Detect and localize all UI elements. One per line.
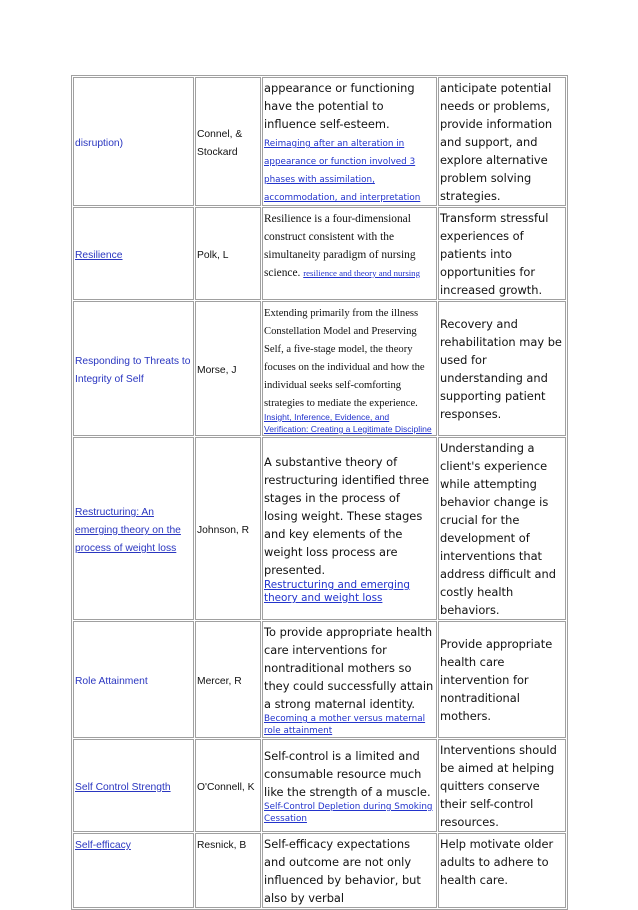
- author-name: Johnson, R: [197, 525, 250, 536]
- nursing-application: Transform stressful experiences of patients into opportunities for increased growth.: [440, 211, 549, 297]
- description-cell: [262, 621, 437, 738]
- theory-name-link[interactable]: Resilience: [75, 250, 123, 261]
- table-row: [73, 833, 566, 908]
- description-cell: [262, 77, 437, 206]
- theory-description: A substantive theory of restructuring identified three stages in the process of losing weight. These stages and key elements of the weight loss process are presented.: [264, 455, 430, 577]
- application-cell: [438, 739, 566, 832]
- author-cell: [195, 739, 261, 832]
- theory-name-cell: [73, 77, 194, 206]
- theory-name-cell: [73, 621, 194, 738]
- description-cell: [262, 301, 437, 436]
- reference-link[interactable]: resilience and theory and nursing: [303, 268, 420, 278]
- theory-description: Resilience is a four-dimensional construct consistent with the simultaneity paradigm of nursing science.: [264, 213, 416, 279]
- theory-table: [71, 75, 568, 910]
- description-cell: [262, 437, 437, 620]
- theory-name-link[interactable]: Restructuring: An emerging theory on the process of weight loss: [75, 507, 181, 554]
- author-cell: [195, 77, 261, 206]
- nursing-application: Recovery and rehabilitation may be used for understanding and supporting patient responses.: [440, 317, 562, 421]
- reference-link[interactable]: Reimaging after an alteration in appearance or function involved 3 phases with assimilation, accommodation, and interpretation: [264, 139, 421, 203]
- table-row: [73, 437, 566, 620]
- theory-name: disruption): [75, 138, 124, 149]
- theory-description: appearance or functioning have the potential to influence self-esteem.: [264, 81, 415, 131]
- author-name: O'Connell, K: [197, 782, 255, 793]
- nursing-application: Understanding a client's experience while attempting behavior change is crucial for the development of interventions that address difficult and costly health behaviors.: [440, 441, 556, 617]
- table-row: [73, 301, 566, 436]
- reference-link[interactable]: Self-Control Depletion during Smoking Cessation: [264, 802, 433, 824]
- author-name: Mercer, R: [197, 676, 242, 687]
- theory-description: To provide appropriate health care interventions for nontraditional mothers so they could successfully attain a strong maternal identity.: [264, 625, 434, 711]
- table-row: [73, 621, 566, 738]
- nursing-application: Provide appropriate health care intervention for nontraditional mothers.: [440, 637, 553, 723]
- author-cell: [195, 301, 261, 436]
- nursing-application: Interventions should be aimed at helping quitters conserve their self-control resources.: [440, 743, 557, 829]
- theory-description: Self-efficacy expectations and outcome are not only influenced by behavior, but also by verbal: [264, 837, 421, 905]
- reference-link[interactable]: Restructuring and emerging theory and weight loss: [264, 579, 411, 604]
- reference-link[interactable]: Becoming a mother versus maternal role attainment: [264, 714, 426, 736]
- theory-name-cell: [73, 437, 194, 620]
- theory-name-link[interactable]: Self-efficacy: [75, 840, 131, 851]
- description-cell: [262, 207, 437, 300]
- reference-link[interactable]: Insight, Inference, Evidence, and Verification: Creating a Legitimate Discipline: [264, 412, 432, 434]
- application-cell: [438, 301, 566, 436]
- theory-description: Extending primarily from the illness Constellation Model and Preserving Self, a five-stage model, the theory focuses on the individual and how the individual seeks self-comforting strategies to mediate the experience.: [264, 308, 425, 409]
- theory-name: Role Attainment: [75, 676, 148, 687]
- author-cell: [195, 437, 261, 620]
- application-cell: [438, 77, 566, 206]
- theory-table-page: [71, 75, 567, 910]
- application-cell: [438, 207, 566, 300]
- author-name: Connel, & Stockard: [197, 129, 243, 158]
- theory-name: Responding to Threats to Integrity of Self: [75, 356, 191, 385]
- table-row: [73, 739, 566, 832]
- theory-name-cell: [73, 301, 194, 436]
- author-name: Resnick, B: [197, 840, 247, 851]
- author-cell: [195, 621, 261, 738]
- table-row: [73, 207, 566, 300]
- author-name: Polk, L: [197, 250, 229, 261]
- application-cell: [438, 833, 566, 908]
- table-row: [73, 77, 566, 206]
- description-cell: [262, 833, 437, 908]
- author-name: Morse, J: [197, 365, 237, 376]
- description-cell: [262, 739, 437, 832]
- theory-name-cell: [73, 833, 194, 908]
- theory-name-link[interactable]: Self Control Strength: [75, 782, 171, 793]
- nursing-application: anticipate potential needs or problems, provide information and support, and explore alternative problem solving strategies.: [440, 81, 553, 203]
- theory-name-cell: [73, 739, 194, 832]
- application-cell: [438, 437, 566, 620]
- author-cell: [195, 207, 261, 300]
- author-cell: [195, 833, 261, 908]
- theory-description: Self-control is a limited and consumable resource much like the strength of a muscle.: [264, 749, 431, 799]
- application-cell: [438, 621, 566, 738]
- nursing-application: Help motivate older adults to adhere to health care.: [440, 837, 554, 887]
- theory-name-cell: [73, 207, 194, 300]
